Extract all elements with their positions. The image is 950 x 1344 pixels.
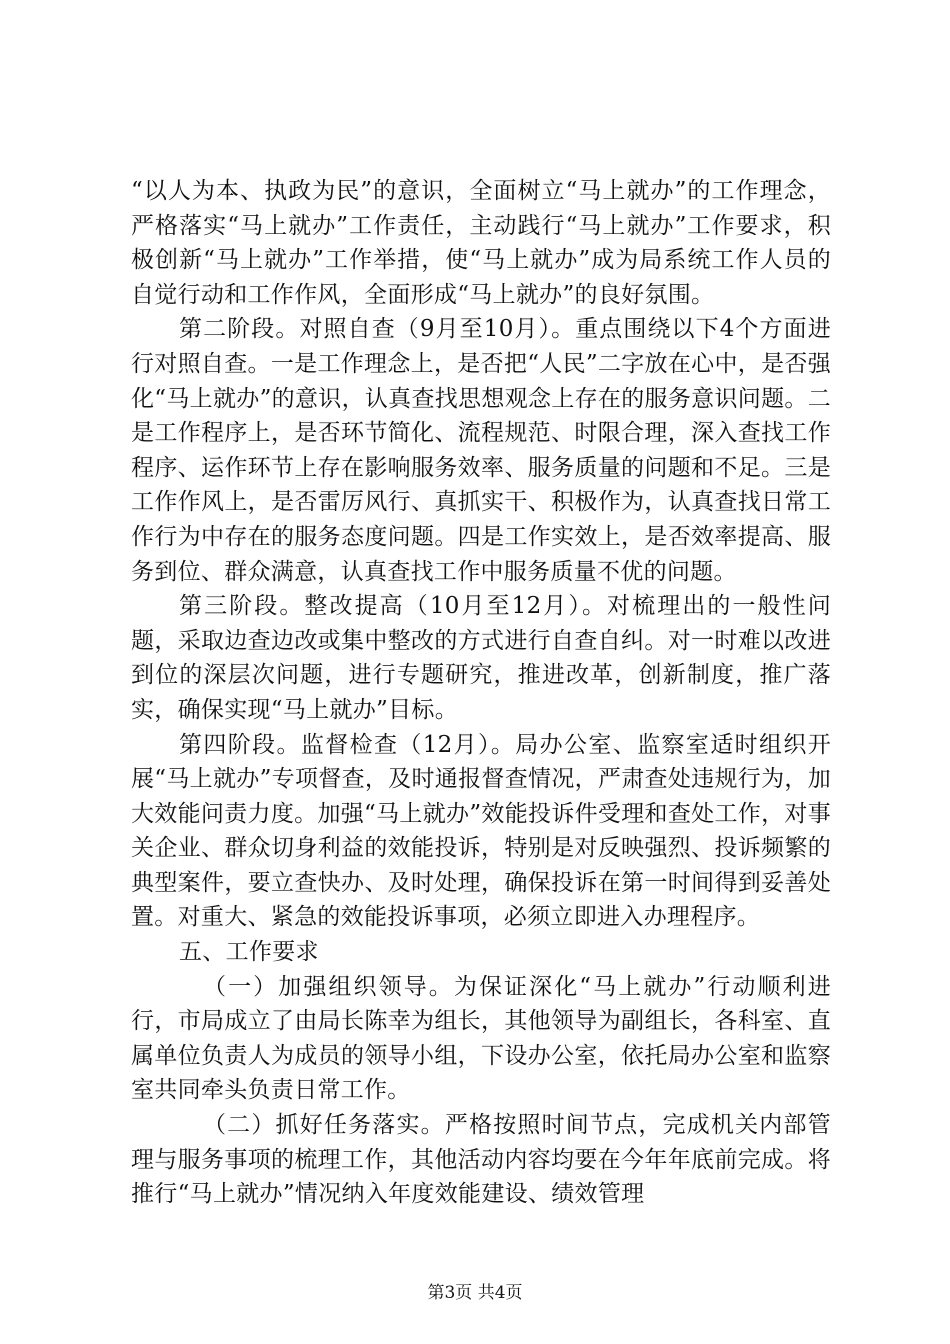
paragraph-requirement-2: （二）抓好任务落实。严格按照时间节点，完成机关内部管理与服务事项的梳理工作，其他活动内容均要在今年年底前完成。将推行“马上就办”情况纳入年度效能建设、绩效管理 [131,1112,831,1208]
document-body [131,174,831,1212]
paragraph-stage-3: 第三阶段。整改提高（10月至12月）。对梳理出的一般性问题，采取边查边改或集中整改的方式进行自查自纠。对一时难以改进到位的深层次问题，进行专题研究，推进改革，创新制度，推广落实，确保实现“马上就办”目标。 [131,593,831,723]
section-heading-work-requirements: 五、工作要求 [179,939,319,966]
paragraph-stage-2: 第二阶段。对照自查（9月至10月）。重点围绕以下4个方面进行对照自查。一是工作理念上，是否把“人民”二字放在心中，是否强化“马上就办”的意识，认真查找思想观念上存在的服务意识问题。二是工作程序上，是否环节简化、流程规范、时限合理，深入查找工作程序、运作环节上存在影响服务效率、服务质量的问题和不足。三是工作作风上，是否雷厉风行、真抓实干、积极作为，认真查找日常工作行为中存在的服务态度问题。四是工作实效上，是否效率提高、服务到位、群众满意，认真查找工作中服务质量不优的问题。 [131,316,831,585]
paragraph-requirement-1: （一）加强组织领导。为保证深化“马上就办”行动顺利进行，市局成立了由局长陈幸为组长，其他领导为副组长，各科室、直属单位负责人为成员的领导小组，下设办公室，依托局办公室和监察室共同牵头负责日常工作。 [131,973,831,1104]
page-footer: 第3页 共4页 [427,1283,523,1303]
paragraph-1: “以人为本、执政为民”的意识，全面树立“马上就办”的工作理念，严格落实“马上就办”工作责任，主动践行“马上就办”工作要求，积极创新“马上就办”工作举措，使“马上就办”成为局系统工作人员的自觉行动和工作作风，全面形成“马上就办”的良好氛围。 [131,178,831,308]
paragraph-stage-4: 第四阶段。监督检查（12月）。局办公室、监察室适时组织开展“马上就办”专项督查，及时通报督查情况，严肃查处违规行为，加大效能问责力度。加强“马上就办”效能投诉件受理和查处工作，对事关企业、群众切身利益的效能投诉，特别是对反映强烈、投诉频繁的典型案件，要立查快办、及时处理，确保投诉在第一时间得到妥善处置。对重大、紧急的效能投诉事项，必须立即进入办理程序。 [131,731,831,931]
